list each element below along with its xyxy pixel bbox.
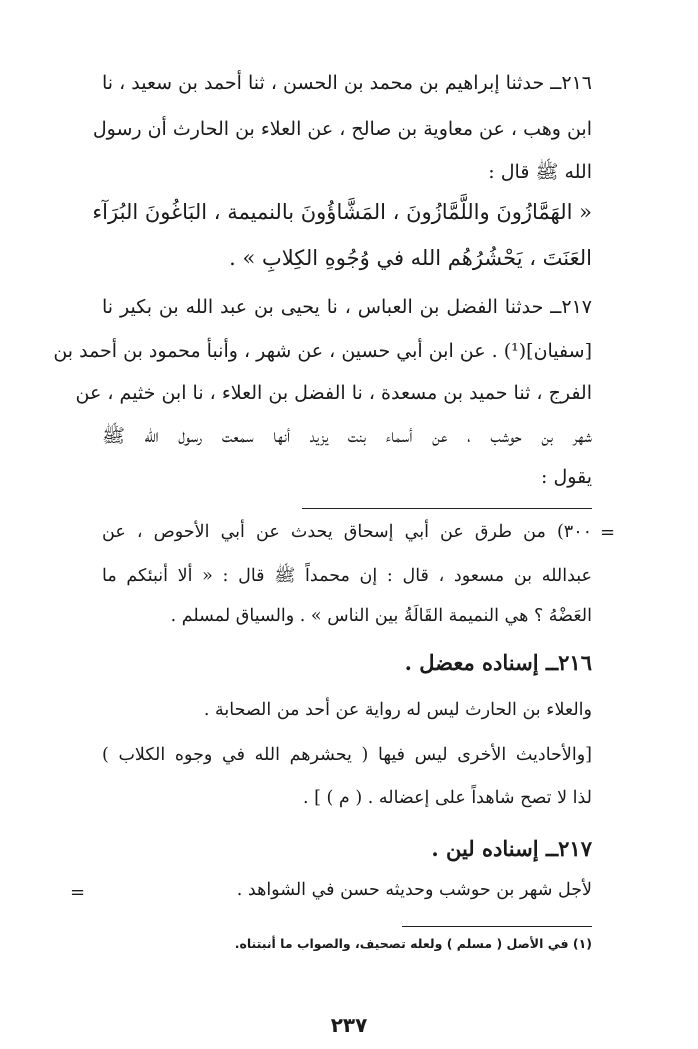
commentary-continued-line: عبدالله بن مسعود ، قال : إن محمداً ﷺ قال : « ألا أنبئكم ما xyxy=(102,566,592,586)
page-number: ٢٣٧ xyxy=(330,1013,368,1037)
hadith-216-quote-line: « الهَمَّازُونَ واللَّمَّازُونَ ، المَشَّاؤُونَ بالنميمة ، البَاغُونَ البُرَآء xyxy=(92,200,592,224)
hadith-216-line: ٢١٦ــ حدثنا إبراهيم بن محمد بن الحسن ، ثنا أحمد بن سعيد ، نا xyxy=(102,72,592,94)
hadith-216-line: الله ﷺ قال : xyxy=(488,161,592,183)
hadith-217-line: الفرج ، ثنا حميد بن مسعدة ، نا الفضل بن العلاء ، نا ابن خثيم ، عن xyxy=(75,382,592,404)
commentary-continued-line: ٣٠٠) من طرق عن أبي إسحاق يحدث عن أبي الأحوص ، عن xyxy=(102,522,592,542)
commentary-216-bracket-line: لذا لا تصح شاهداً على إعضاله . ( م ) ] . xyxy=(303,788,592,808)
hadith-217-line: ٢١٧ــ حدثنا الفضل بن العباس ، نا يحيى بن عبد الله بن بكير نا xyxy=(102,296,592,318)
commentary-continued-line: العَضْهُ ؟ هي النميمة القَالَةُ بين الناس » . والسياق لمسلم . xyxy=(170,606,592,626)
footnote: (١) في الأصل ( مسلم ) ولعله تصحيف، والصواب ما أنبتناه. xyxy=(234,936,592,951)
commentary-216-bracket-line: [والأحاديث الأخرى ليس فيها ( يحشرهم الله في وجوه الكلاب ) xyxy=(102,745,592,765)
hadith-217-line: شهر بن حوشب ، عن أسماء بنت يزيد أنها سمعت رسول الله ﷺ xyxy=(102,425,592,447)
commentary-217-line: لأجل شهر بن حوشب وحديثه حسن في الشواهد . xyxy=(236,880,592,900)
hadith-216-quote-line: العَنَتَ ، يَحْشُرُهُم الله في وُجُوهِ الكِلابِ » . xyxy=(229,246,592,270)
continued-marker: = xyxy=(600,522,616,543)
commentary-216-heading: ٢١٦ــ إسناده معضل . xyxy=(404,650,592,675)
footnote-separator xyxy=(402,926,592,927)
commentary-217-heading: ٢١٧ــ إسناده لين . xyxy=(431,836,592,861)
hadith-217-line: يقول : xyxy=(541,466,592,488)
commentary-separator xyxy=(302,508,592,509)
continues-marker: = xyxy=(70,882,86,903)
hadith-217-line: [سفيان](¹) . عن ابن أبي حسين ، عن شهر ، وأنبأ محمود بن أحمد بن xyxy=(53,340,592,362)
hadith-216-line: ابن وهب ، عن معاوية بن صالح ، عن العلاء بن الحارث أن رسول xyxy=(92,118,592,140)
commentary-216-line: والعلاء بن الحارث ليس له رواية عن أحد من الصحابة . xyxy=(203,700,592,720)
